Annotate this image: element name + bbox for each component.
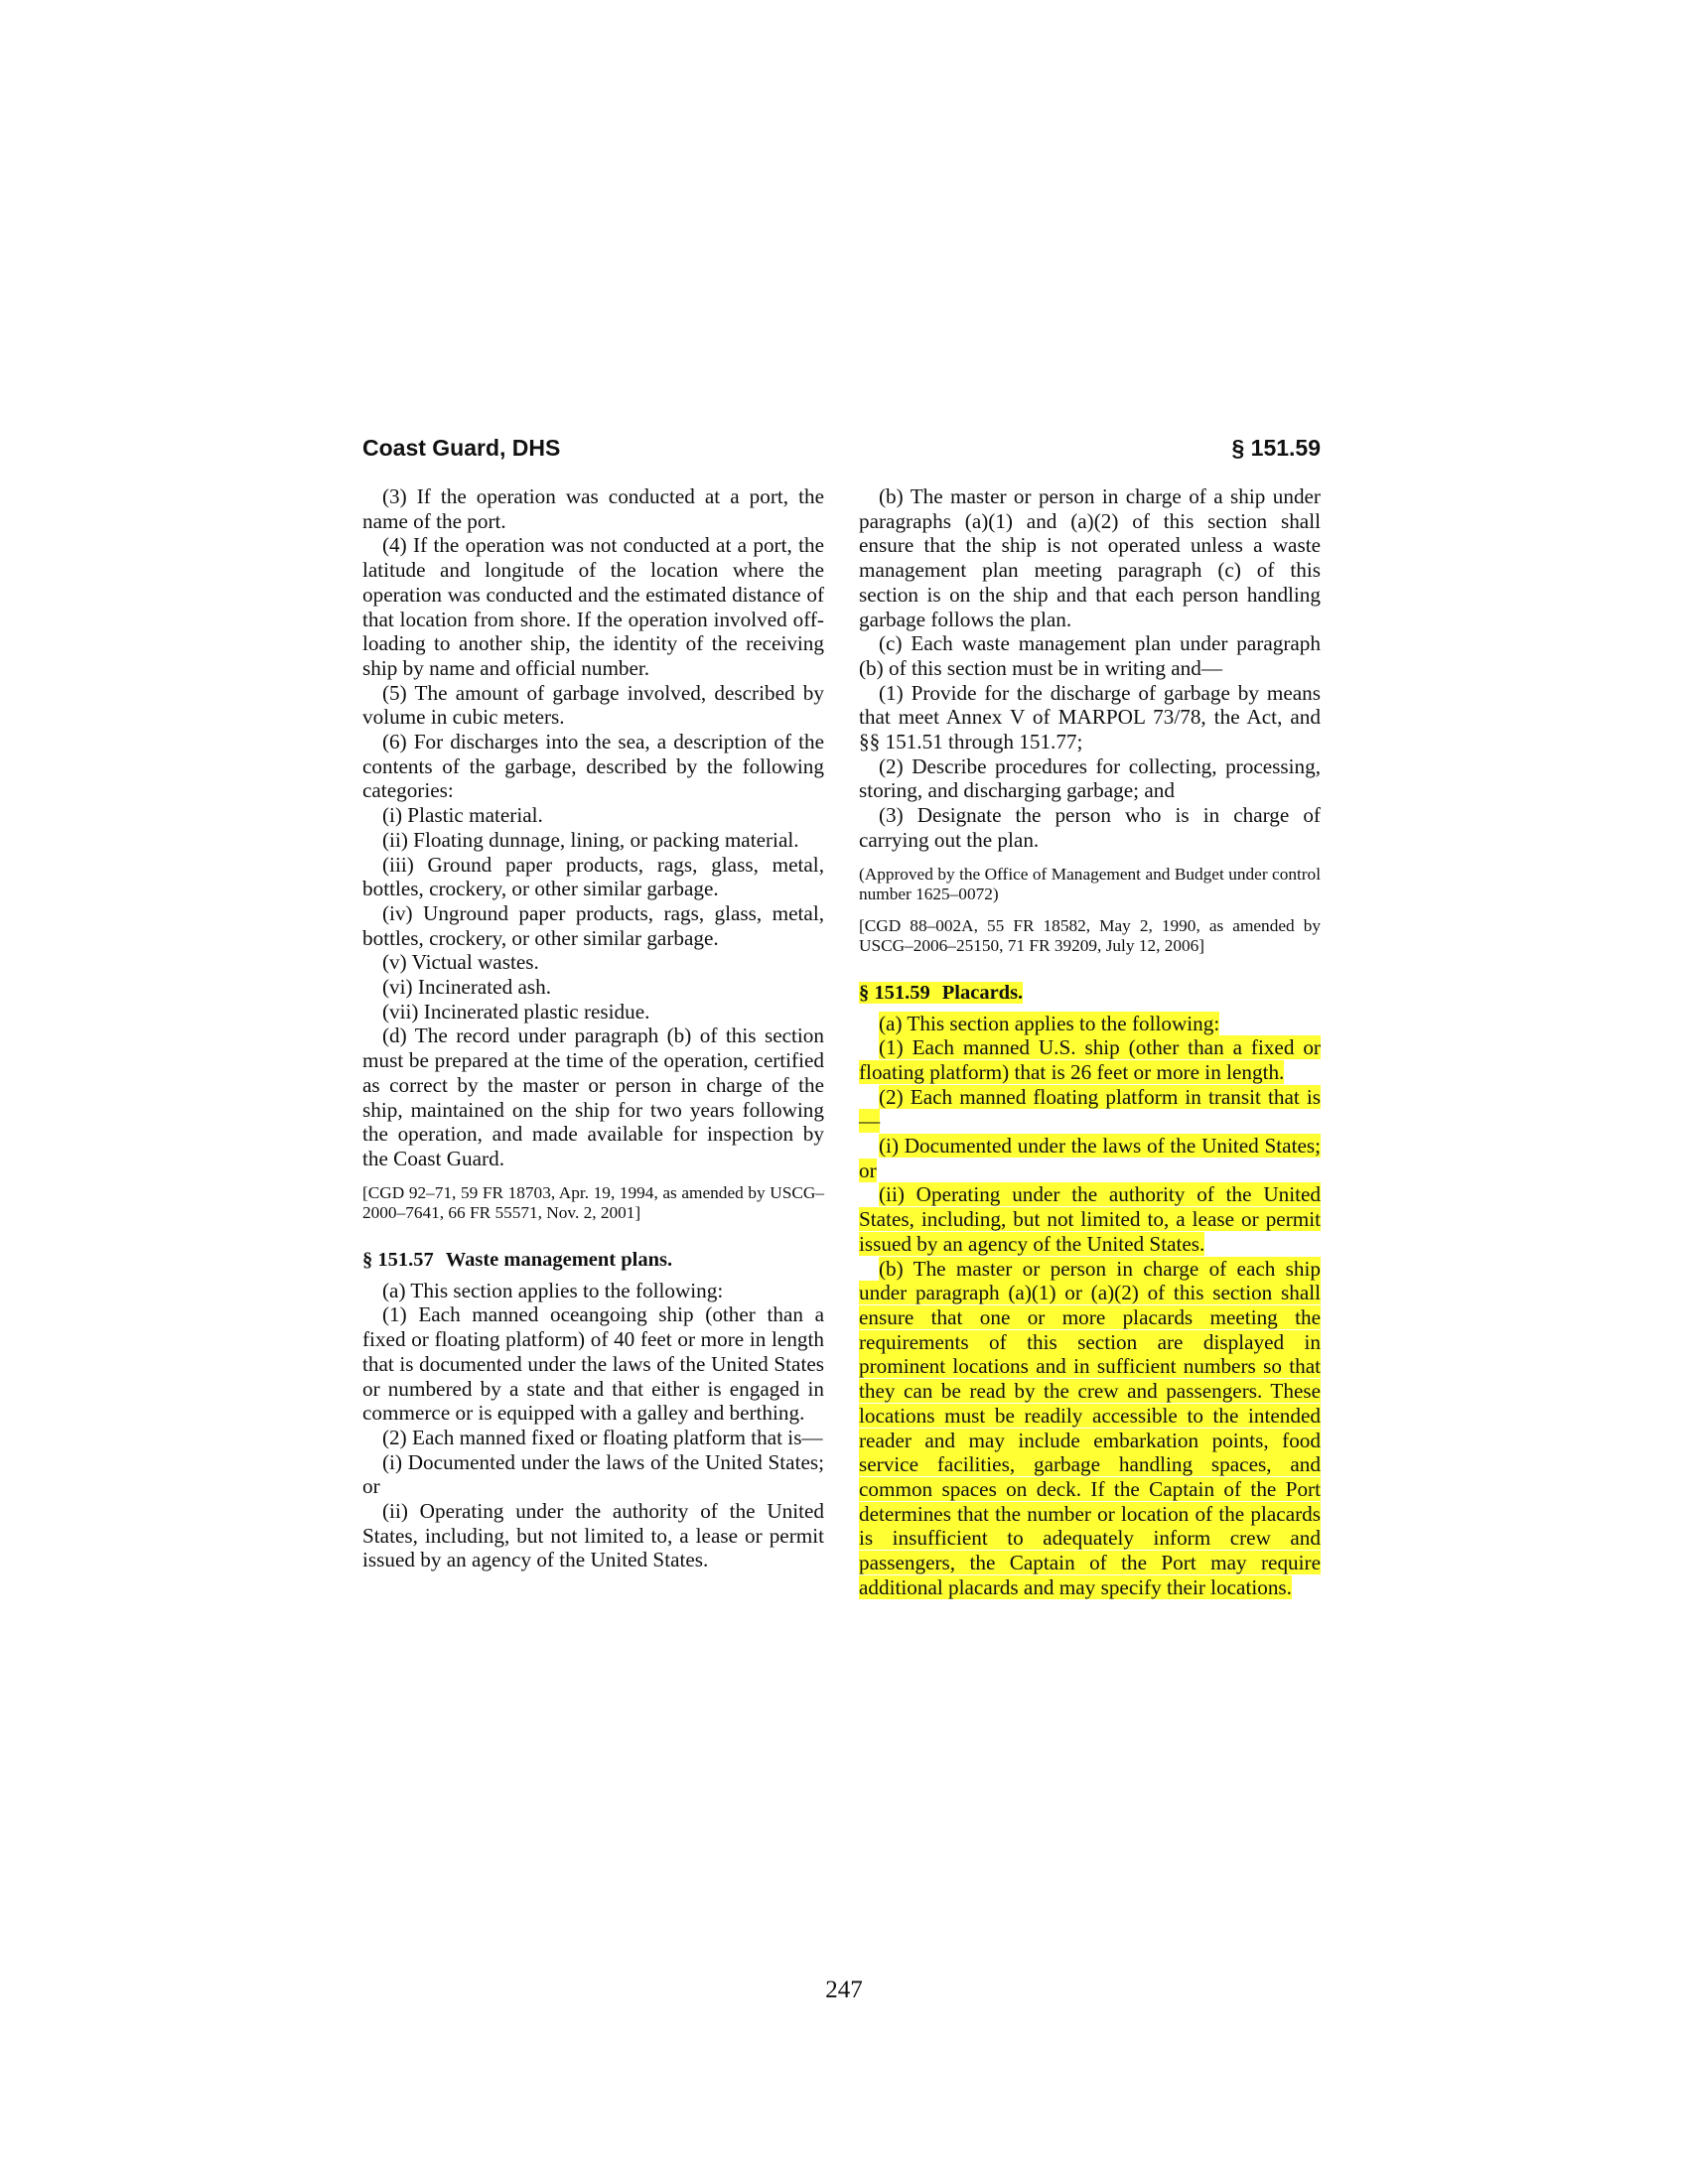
running-head-section: § 151.59	[1231, 435, 1321, 461]
paragraph: (b) The master or person in charge of each ship under paragraph (a)(1) or (a)(2) of this section shall ensure that one or more placards meeting the requirements of this section are displayed in prominent locations and in sufficient numbers so that they can be read by the crew and passengers. These locations must be readily accessible to the intended reader and may include embarkation points, food service facilities, garbage handling spaces, and common spaces on deck. If the Captain of the Port determines that the number or location of the placards is insufficient to adequately inform crew and passengers, the Captain of the Port may require additional placards and may specify their locations.	[859, 1256, 1321, 1599]
section-title: Placards.	[941, 981, 1024, 1004]
section-heading-151-59	[859, 980, 1321, 1006]
paragraph: (b) The master or person in charge of a ship under paragraphs (a)(1) and (a)(2) of this section shall ensure that the ship is not operated unless a waste management plan meeting paragraph (c) of this section is on the ship and that each person handling garbage follows the plan.	[859, 484, 1321, 631]
paragraph: (v) Victual wastes.	[382, 950, 539, 975]
highlighted-section-151-59	[859, 980, 1321, 1600]
paragraph: (i) Documented under the laws of the United States; or	[362, 1449, 824, 1499]
paragraph: (c) Each waste management plan under paragraph (b) of this section must be in writing and—	[859, 631, 1321, 680]
paragraph: (ii) Operating under the authority of the United States, including, but not limited to, a lease or permit issued by an agency of the United States.	[859, 1182, 1321, 1256]
paragraph: (i) Documented under the laws of the United States; or	[859, 1134, 1321, 1182]
omb-approval-note: (Approved by the Office of Management and Budget under control number 1625–0072)	[859, 864, 1321, 903]
paragraph: (vii) Incinerated plastic residue.	[382, 999, 650, 1024]
paragraph: (d) The record under paragraph (b) of this section must be prepared at the time of the operation, certified as correct by the master or person in charge of the ship, maintained on the ship for two years following the operation, and made available for inspection by the Coast Guard.	[362, 1024, 824, 1170]
page-number: 247	[825, 1977, 863, 2003]
source-citation: [CGD 92–71, 59 FR 18703, Apr. 19, 1994, as amended by USCG–2000–7641, 66 FR 55571, Nov. 2, 2001]	[362, 1182, 824, 1222]
paragraph: (iii) Ground paper products, rags, glass, metal, bottles, crockery, or other similar garbage.	[362, 852, 824, 901]
section-title: Waste management plans.	[445, 1248, 673, 1271]
paragraph: (4) If the operation was not conducted at a port, the latitude and longitude of the location where the operation was conducted and the estimated distance of that location from shore. If the operation involved off-loading to another ship, the identity of the receiving ship by name and official number.	[362, 533, 824, 680]
paragraph: (1) Each manned U.S. ship (other than a fixed or floating platform) that is 26 feet or more in length.	[859, 1035, 1321, 1084]
paragraph: (iv) Unground paper products, rags, glass, metal, bottles, crockery, or other similar garbage.	[362, 900, 824, 950]
paragraph: (2) Describe procedures for collecting, processing, storing, and discharging garbage; and	[859, 753, 1321, 803]
paragraph: (2) Each manned fixed or floating platform that is—	[382, 1425, 823, 1449]
paragraph: (2) Each manned floating platform in transit that is—	[859, 1084, 1321, 1134]
left-column	[362, 484, 824, 1572]
paragraph: (3) Designate the person who is in charge of carrying out the plan.	[859, 803, 1321, 852]
paragraph: (vi) Incinerated ash.	[382, 975, 552, 1000]
paragraph: (ii) Floating dunnage, lining, or packing material.	[382, 827, 799, 852]
paragraph: (6) For discharges into the sea, a description of the contents of the garbage, described by the following categories:	[362, 730, 824, 803]
paragraph: (1) Each manned oceangoing ship (other than a fixed or floating platform) of 40 feet or more in length that is documented under the laws of the United States or numbered by a state and that either is engaged in commerce or is equipped with a galley and berthing.	[362, 1302, 824, 1426]
page-header	[362, 433, 1321, 467]
paragraph: (a) This section applies to the following:	[382, 1278, 724, 1302]
paragraph: (3) If the operation was conducted at a port, the name of the port.	[362, 484, 824, 533]
paragraph: (5) The amount of garbage involved, described by volume in cubic meters.	[362, 680, 824, 730]
paragraph: (a) This section applies to the following:	[879, 1011, 1220, 1035]
right-column	[859, 484, 1321, 1599]
section-number: § 151.59	[859, 981, 930, 1004]
paragraph: (1) Provide for the discharge of garbage by means that meet Annex V of MARPOL 73/78, the Act, and §§ 151.51 through 151.77;	[859, 680, 1321, 754]
paragraph: (ii) Operating under the authority of the United States, including, but not limited to, a lease or permit issued by an agency of the United States.	[362, 1499, 824, 1572]
section-heading-151-57	[362, 1247, 824, 1273]
section-number: § 151.57	[362, 1248, 434, 1271]
running-head-agency: Coast Guard, DHS	[362, 435, 561, 461]
source-citation: [CGD 88–002A, 55 FR 18582, May 2, 1990, as amended by USCG–2006–25150, 71 FR 39209, July 12, 2006]	[859, 915, 1321, 955]
paragraph: (i) Plastic material.	[382, 803, 543, 828]
